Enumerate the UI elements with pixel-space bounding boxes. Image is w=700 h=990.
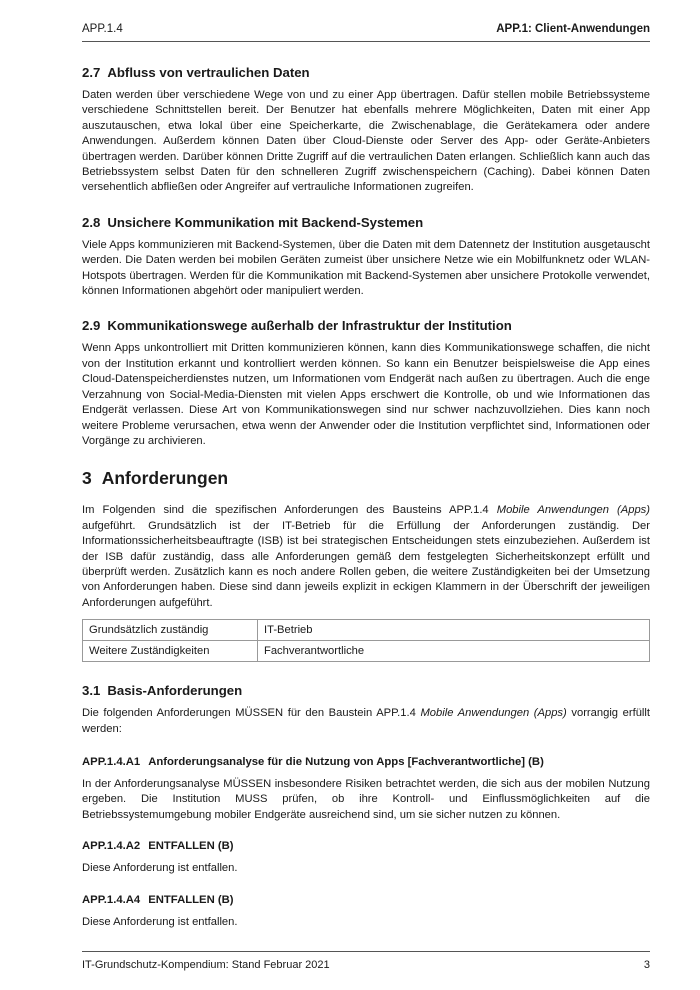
- section-title: Kommunikationswege außerhalb der Infrastruktur der Institution: [107, 318, 512, 334]
- chapter-paragraph: [82, 503, 650, 611]
- header-module-title: APP.1: Client-Anwendungen: [496, 23, 650, 35]
- requirement-a4: [82, 893, 650, 930]
- section-title: Unsichere Kommunikation mit Backend-Systemen: [107, 214, 424, 230]
- text-run-italic: Mobile Anwendungen (Apps): [420, 707, 567, 720]
- requirement-id: APP.1.4.A2: [82, 840, 141, 853]
- section-paragraph: Viele Apps kommunizieren mit Backend-Systemen, über die Daten mit dem Datennetz der Institution ausgetauscht werden. Die Daten werden bei mobilen Geräten zumeist über unsichere Netze wie ein Mobilfunknetz oder WLAN-Hotspots übertragen. Werden für die Kommunikation mit Backend-Systemen aber unsichere Protokolle verwendet, können Informationen abgehört oder manipuliert werden.: [82, 238, 650, 298]
- table-cell-value: Fachverantwortliche: [258, 641, 650, 662]
- table-cell-value: IT-Betrieb: [258, 620, 650, 641]
- requirement-title: ENTFALLEN (B): [148, 840, 234, 853]
- chapter-title: Anforderungen: [101, 468, 229, 489]
- document-body: [82, 64, 650, 946]
- section-number: 3.1: [82, 683, 101, 699]
- section-number: 2.8: [82, 214, 101, 230]
- section-3: [82, 467, 650, 662]
- responsibility-table: [82, 619, 650, 662]
- requirement-text: Diese Anforderung ist entfallen.: [82, 862, 238, 875]
- requirement-heading: [82, 893, 650, 908]
- section-number: 2.7: [82, 65, 101, 80]
- chapter-number: 3: [82, 468, 92, 489]
- section-heading: [82, 214, 650, 231]
- section-paragraph: [82, 706, 650, 737]
- text-run: Die folgenden Anforderungen MÜSSEN für den Baustein APP.1.4: [82, 707, 421, 720]
- page-footer: [82, 951, 650, 971]
- requirement-title: ENTFALLEN (B): [148, 893, 234, 906]
- section-2-7: [82, 64, 650, 196]
- table-row: [83, 620, 650, 641]
- text-run: Im Folgenden sind die spezifischen Anforderungen des Bausteins APP.1.4: [82, 504, 497, 517]
- requirement-a1: [82, 755, 650, 823]
- section-heading: [82, 682, 650, 699]
- section-paragraph: Daten werden über verschiedene Wege von und zu einer App übertragen. Dafür stellen mobile Betriebssysteme verschiedene Schnittstellen bereit. Der Benutzer hat ebenfalls mehrere Möglichkeiten, Daten mit einer App auszutauschen, etwa lokal über eine Speicherkarte, die Zwischenablage, die Gerätekamera oder andere Anwendungen. Außerdem können Daten über Cloud-Dienste oder Server des App- oder Geräte-Anbieters übertragen werden. Darüber können Dritte Zugriff auf die vertraulichen Daten erlangen. Schließlich kann auch das Betriebssystem selbst Daten für den schnelleren Zugriff zwischenspeichern (Caching). Dabei können Daten versehentlich abfließen oder Angreifer auf vertrauliche Informationen zugreifen.: [82, 89, 650, 194]
- requirement-text: Diese Anforderung ist entfallen.: [82, 915, 238, 928]
- section-heading: [82, 64, 650, 81]
- table-row: [83, 641, 650, 662]
- chapter-heading: [82, 467, 650, 489]
- page-header: [82, 23, 650, 42]
- requirement-id: APP.1.4.A1: [82, 755, 141, 768]
- text-run-italic: Mobile Anwendungen (Apps): [496, 504, 650, 517]
- section-2-8: [82, 214, 650, 300]
- page-number: 3: [643, 959, 650, 971]
- requirement-id: APP.1.4.A4: [82, 893, 141, 906]
- section-3-1: [82, 682, 650, 737]
- table-cell-key: Grundsätzlich zuständig: [83, 620, 258, 641]
- footer-source: IT-Grundschutz-Kompendium: Stand Februar 2021: [82, 959, 330, 971]
- section-2-9: [82, 317, 650, 449]
- header-module-id: APP.1.4: [82, 23, 123, 35]
- requirement-text: In der Anforderungsanalyse MÜSSEN insbesondere Risiken betrachtet werden, die sich aus der mobilen Nutzung ergeben. Die Institution MUSS prüfen, ob ihre Kontroll- und Einflussmöglichkeiten auf die Betriebssystemumgebung mobiler Endgeräte ausreichend sind, um sie sicher nutzen zu können.: [82, 777, 650, 821]
- requirement-heading: [82, 839, 650, 854]
- section-paragraph: Wenn Apps unkontrolliert mit Dritten kommunizieren können, kann dies Kommunikationswege schaffen, die nicht von der Institution erkannt und kontrolliert werden können. So kann ein Benutzer beispielsweise die App eines Cloud-Datenspeicherdienstes nutzen, um Informationen vom Endgerät nach außen zu übertragen. Auch die enge Verzahnung von Social-Media-Diensten mit vielen Apps erschwert die Kontrolle, ob und wie Informationen das Endgerät verlassen. Diese Art von Kommunikationswegen sind nur schwer nachzuvollziehen. Dies kann noch weitere Probleme verursachen, etwa wenn der Anwender oder die Institution verpflichtet sind, Informationen oder Vorgänge zu archivieren.: [82, 342, 650, 447]
- section-title: Basis-Anforderungen: [107, 683, 243, 699]
- text-run: vorrangig erfüllt werden:: [82, 707, 651, 735]
- requirement-a2: [82, 839, 650, 876]
- text-run: aufgeführt. Grundsätzlich ist der IT-Betrieb für die Erfüllung der Anforderungen zuständig. Der Informationssicherheitsbeauftragte (ISB) ist bei strategischen Entscheidungen stets einzubeziehen. Außerdem ist der ISB dafür zuständig, dass alle Anforderungen gemäß dem festgelegten Sicherheitskonzept erfüllt und überprüft werden. Zusätzlich kann es noch andere Rollen geben, die weitere Zuständigkeiten bei der Umsetzung von Anforderungen haben. Diese sind dann jeweils explizit in eckigen Klammern in der Überschrift der jeweiligen Anforderungen aufgeführt.: [82, 519, 650, 609]
- table-cell-key: Weitere Zuständigkeiten: [83, 641, 258, 662]
- section-title: Abfluss von vertraulichen Daten: [107, 65, 310, 80]
- section-heading: [82, 317, 650, 334]
- requirement-title: Anforderungsanalyse für die Nutzung von Apps [Fachverantwortliche] (B): [148, 755, 544, 768]
- section-number: 2.9: [82, 318, 101, 334]
- requirement-heading: [82, 755, 650, 770]
